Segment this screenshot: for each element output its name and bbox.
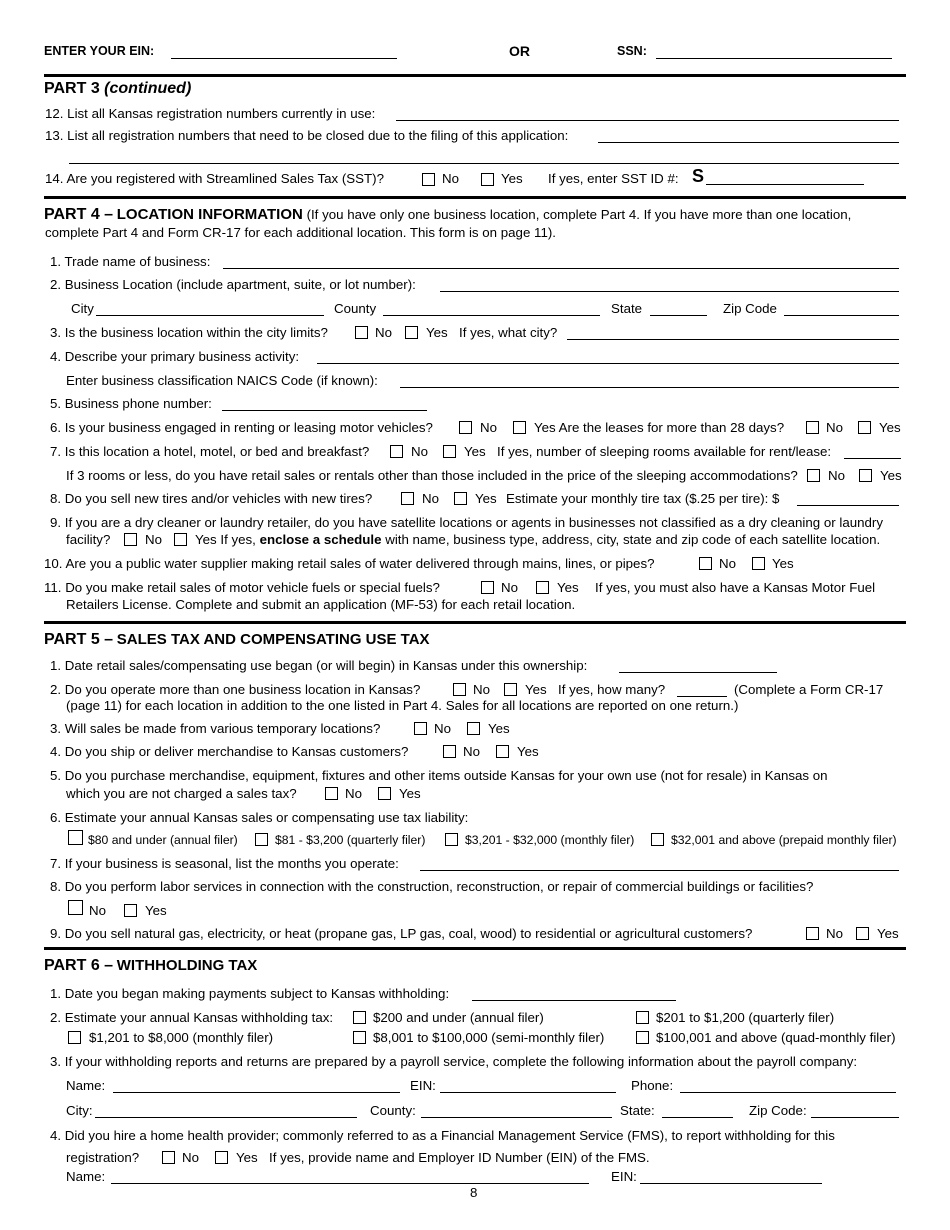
p4-q11a: 11. Do you make retail sales of motor vehicle fuels or special fuels? [44,580,440,595]
p6-fms-name-label: Name: [66,1169,106,1184]
p3-q13-field-2[interactable] [69,163,899,164]
yes-label: Yes [772,556,794,571]
p6-q4b: registration? [66,1150,140,1165]
p6-q4-no-checkbox[interactable] [162,1151,175,1164]
p6-w1: $200 and under (annual filer) [373,1010,544,1025]
p5-q2-note: (Complete a Form CR-17 [734,682,884,697]
p4-q5: 5. Business phone number: [50,396,212,411]
yes-label: Yes [145,903,167,918]
p6-state-label: State: [620,1103,655,1118]
p4-q7: 7. Is this location a hotel, motel, or bed and breakfast? [50,444,370,459]
p4-q11-no-checkbox[interactable] [481,581,494,594]
p6-q1: 1. Date you began making payments subject to Kansas withholding: [50,986,450,1001]
city-label: City [71,301,94,316]
p4-intro2: complete Part 4 and Form CR-17 for each additional location. This form is on page 11). [45,225,556,240]
p4-q7-ifyes: If yes, number of sleeping rooms available for rent/lease: [497,444,832,459]
tire-tax-field[interactable] [797,505,899,506]
no-label: No [411,444,428,459]
no-label: No [480,420,497,435]
yes-label: Yes [877,926,899,941]
p4-q7b-no-checkbox[interactable] [807,469,820,482]
p4-q9b-facility: facility? [66,532,111,547]
no-label: No [442,171,459,186]
p5-q4: 4. Do you ship or deliver merchandise to Kansas customers? [50,744,409,759]
p3-q13: 13. List all registration numbers that need to be closed due to the filing of this application: [45,128,569,143]
no-label: No [345,786,362,801]
p6-q4-yes-checkbox[interactable] [215,1151,228,1164]
p6-w2: $201 to $1,200 (quarterly filer) [656,1010,835,1025]
no-label: No [375,325,392,340]
p5-opt1-checkbox[interactable] [68,830,83,845]
p4-q7b-yes-checkbox[interactable] [859,469,872,482]
p6-ein-field[interactable] [440,1092,616,1093]
no-label: No [719,556,736,571]
p4-q10-yes-checkbox[interactable] [752,557,765,570]
p4-q6-yes-checkbox[interactable] [513,421,526,434]
business-location-field[interactable] [440,291,899,292]
no-label: No [463,744,480,759]
naics-field[interactable] [400,387,899,388]
part4-title: PART 4 – LOCATION INFORMATION (If you have only one business location, complete Part 4. If you have more than one location, [44,206,852,223]
p6-state-field[interactable] [662,1117,733,1118]
p4-q11-ifyes: If yes, you must also have a Kansas Motor Fuel [595,580,876,595]
p6-county-field[interactable] [421,1117,612,1118]
p5-q2-ifyes: If yes, how many? [558,682,666,697]
p4-q3: 3. Is the business location within the city limits? [50,325,328,340]
divider [44,196,906,199]
rooms-field[interactable] [844,458,901,459]
p6-w4: $8,001 to $100,000 (semi-monthly filer) [373,1030,605,1045]
p5-q9-yes-checkbox[interactable] [856,927,869,940]
p5-q5a: 5. Do you purchase merchandise, equipment, fixtures and other items outside Kansas for your own use (not for resale) in Kansas on [50,768,828,783]
p6-fms-ein-label: EIN: [611,1169,637,1184]
p4-q10: 10. Are you a public water supplier making retail sales of water delivered through mains, lines, or pipes? [44,556,655,571]
p3-q12: 12. List all Kansas registration numbers currently in use: [45,106,376,121]
no-label: No [145,532,162,547]
sst-prefix: S [692,166,705,186]
p5-opt1: $80 and under (annual filer) [88,833,238,847]
p5-q1: 1. Date retail sales/compensating use began (or will begin) in Kansas under this ownership: [50,658,588,673]
p6-zip-field[interactable] [811,1117,899,1118]
p6-q3: 3. If your withholding reports and returns are prepared by a payroll service, complete the following information about the payroll company: [50,1054,858,1069]
divider [44,74,906,77]
p5-q3-no-checkbox[interactable] [414,722,427,735]
p4-q1: 1. Trade name of business: [50,254,211,269]
p5-how-many-field[interactable] [677,696,727,697]
state-field[interactable] [650,315,707,316]
p6-name-field[interactable] [113,1092,400,1093]
p4-q6-yes-text: Yes Are the leases for more than 28 days? [534,420,785,435]
p4-q8-yes-checkbox[interactable] [454,492,467,505]
p6-w5: $100,001 and above (quad-monthly filer) [656,1030,896,1045]
p6-w5-checkbox[interactable] [636,1031,649,1044]
yes-label: Yes [426,325,448,340]
p5-q9-no-checkbox[interactable] [806,927,819,940]
p6-city-label: City: [66,1103,93,1118]
no-label: No [89,903,106,918]
p6-fms-name-field[interactable] [111,1183,589,1184]
county-field[interactable] [383,315,600,316]
p4-q9b-text: Yes If yes, enclose a schedule with name, business type, address, city, state and zip code of each satellite location. [195,532,881,547]
p4-q6: 6. Is your business engaged in renting or leasing motor vehicles? [50,420,433,435]
page-number: 8 [470,1185,478,1200]
p6-w1-checkbox[interactable] [353,1011,366,1024]
yes-label: Yes [880,468,902,483]
p4-q9a: 9. If you are a dry cleaner or laundry retailer, do you have satellite locations or agents in businesses not classified as a dry cleaning or laundry [50,515,883,530]
p4-q10-no-checkbox[interactable] [699,557,712,570]
p3-q14: 14. Are you registered with Streamlined Sales Tax (SST)? [45,171,384,186]
p5-q7: 7. If your business is seasonal, list the months you operate: [50,856,399,871]
p4-q3-city-field[interactable] [567,339,899,340]
p5-q8: 8. Do you perform labor services in connection with the construction, reconstruction, or repair of commercial buildings or facilities? [50,879,814,894]
p4-q7b: If 3 rooms or less, do you have retail sales or rentals other than those included in the price of the sleeping accommodations? [66,468,798,483]
p5-q2: 2. Do you operate more than one business location in Kansas? [50,682,421,697]
p6-fms-ein-field[interactable] [640,1183,822,1184]
p5-q8-yes-checkbox[interactable] [124,904,137,917]
p5-q5-yes-checkbox[interactable] [378,787,391,800]
p5-q2b: (page 11) for each location in addition to the one listed in Part 4. Sales for all locations are reported on one return.) [66,698,739,713]
p3-q13-field[interactable] [598,142,899,143]
ein-label: ENTER YOUR EIN: [44,44,155,58]
p4-q6-no-checkbox[interactable] [459,421,472,434]
yes-label: Yes [399,786,421,801]
p4-q3-ifyes: If yes, what city? [459,325,558,340]
p5-q8-no-checkbox[interactable] [68,900,83,915]
p5-opt2: $81 - $3,200 (quarterly filer) [275,833,426,847]
p6-w2-checkbox[interactable] [636,1011,649,1024]
p5-date-field[interactable] [619,672,777,673]
p5-months-field[interactable] [420,870,899,871]
p6-w3-checkbox[interactable] [68,1031,81,1044]
p5-opt2-checkbox[interactable] [255,833,268,846]
p4-q8-estimate: Estimate your monthly tire tax ($.25 per tire): $ [506,491,780,506]
p5-q3-yes-checkbox[interactable] [467,722,480,735]
p3-q14-no-checkbox[interactable] [422,173,435,186]
p6-q4a: 4. Did you hire a home health provider; commonly referred to as a Financial Management Service (FMS), to report withholding for this [50,1128,835,1143]
p5-q4-no-checkbox[interactable] [443,745,456,758]
p4-q4: 4. Describe your primary business activity: [50,349,300,364]
part6-title: PART 6 – WITHHOLDING TAX [44,957,258,974]
or-label: OR [509,43,530,59]
p5-opt4-checkbox[interactable] [651,833,664,846]
ssn-label: SSN: [617,44,647,58]
p5-q5b: which you are not charged a sales tax? [66,786,297,801]
p5-q5-no-checkbox[interactable] [325,787,338,800]
p3-q14-ifyes: If yes, enter SST ID #: [548,171,679,186]
state-label: State [611,301,643,316]
part5-title: PART 5 – SALES TAX AND COMPENSATING USE TAX [44,631,430,648]
yes-label: Yes [488,721,510,736]
p4-q7-yes-checkbox[interactable] [443,445,456,458]
p4-q2: 2. Business Location (include apartment, suite, or lot number): [50,277,416,292]
sst-id-field[interactable] [706,184,864,185]
p6-name-label: Name: [66,1078,106,1093]
p6-q2: 2. Estimate your annual Kansas withholding tax: [50,1010,334,1025]
yes-label: Yes [525,682,547,697]
p5-opt3-checkbox[interactable] [445,833,458,846]
no-label: No [828,468,845,483]
p5-q4-yes-checkbox[interactable] [496,745,509,758]
divider [44,621,906,624]
p6-county-label: County: [370,1103,416,1118]
p5-q9: 9. Do you sell natural gas, electricity, or heat (propane gas, LP gas, coal, wood) to residential or agricultural customers? [50,926,753,941]
no-label: No [826,926,843,941]
p4-q11b: Retailers License. Complete and submit an application (MF-53) for each retail location. [66,597,576,612]
p6-ein-label: EIN: [410,1078,436,1093]
p6-q4-ifyes: If yes, provide name and Employer ID Number (EIN) of the FMS. [269,1150,650,1165]
p6-date-field[interactable] [472,1000,676,1001]
yes-label: Yes [464,444,486,459]
county-label: County [334,301,377,316]
naics-label: Enter business classification NAICS Code (if known): [66,373,378,388]
p4-q6b-no-checkbox[interactable] [806,421,819,434]
yes-label: Yes [475,491,497,506]
p4-q7-no-checkbox[interactable] [390,445,403,458]
activity-field[interactable] [317,363,899,364]
no-label: No [473,682,490,697]
yes-label: Yes [879,420,901,435]
p4-q3-no-checkbox[interactable] [355,326,368,339]
p5-q2-yes-checkbox[interactable] [504,683,517,696]
p4-q3-yes-checkbox[interactable] [405,326,418,339]
p6-w3: $1,201 to $8,000 (monthly filer) [89,1030,274,1045]
no-label: No [434,721,451,736]
ein-field[interactable] [171,58,397,59]
p4-q8-no-checkbox[interactable] [401,492,414,505]
p4-q6b-yes-checkbox[interactable] [858,421,871,434]
p5-opt4: $32,001 and above (prepaid monthly filer) [671,833,897,847]
zip-field[interactable] [784,315,899,316]
yes-label: Yes [557,580,579,595]
p3-q14-yes-checkbox[interactable] [481,173,494,186]
no-label: No [826,420,843,435]
p4-q9-no-checkbox[interactable] [124,533,137,546]
p5-opt3: $3,201 - $32,000 (monthly filer) [465,833,635,847]
yes-label: Yes [501,171,523,186]
p4-q8: 8. Do you sell new tires and/or vehicles with new tires? [50,491,373,506]
p6-phone-label: Phone: [631,1078,674,1093]
p6-zip-label: Zip Code: [749,1103,807,1118]
p4-q11-yes-checkbox[interactable] [536,581,549,594]
p6-phone-field[interactable] [680,1092,896,1093]
part3-title: PART 3 (continued) [44,80,192,97]
zip-label: Zip Code [723,301,777,316]
divider [44,947,906,950]
p4-q9-yes-checkbox[interactable] [174,533,187,546]
p3-q12-field[interactable] [396,120,899,121]
city-field[interactable] [96,315,324,316]
p5-q2-no-checkbox[interactable] [453,683,466,696]
ssn-field[interactable] [656,58,892,59]
p5-q6: 6. Estimate your annual Kansas sales or compensating use tax liability: [50,810,469,825]
no-label: No [422,491,439,506]
yes-label: Yes [236,1150,258,1165]
p5-q3: 3. Will sales be made from various temporary locations? [50,721,381,736]
p6-city-field[interactable] [95,1117,357,1118]
p6-w4-checkbox[interactable] [353,1031,366,1044]
phone-field[interactable] [222,410,427,411]
yes-label: Yes [517,744,539,759]
no-label: No [501,580,518,595]
no-label: No [182,1150,199,1165]
trade-name-field[interactable] [223,268,899,269]
